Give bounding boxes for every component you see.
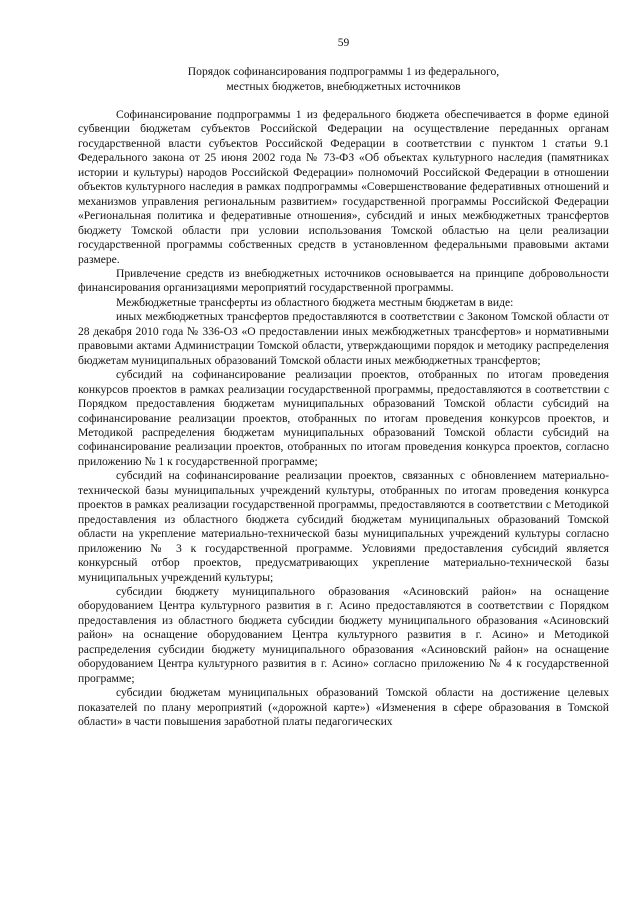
page-number: 59: [337, 37, 350, 49]
section-heading-line-2: местных бюджетов, внебюджетных источников: [226, 80, 461, 93]
paragraph-project-subsidies: субсидий на софинансирование реализации проектов, отобранных по итогам проведения конкурсов проектов в рамках реализации государственной программы, предоставляются в соответствии с Порядком предоставления бюджетам муниципальных образований Томской области субсидий на софинансирование реализации проектов, отобранных по итогам проведения конкурсов проектов, и Методикой распределения бюджетам муниципальных образований Томской области субсидий на софинансирование реализации проектов, отобранных по итогам проведения конкурса проектов, согласно приложению № 1 к государственной программе;: [78, 368, 609, 468]
paragraph-other-transfers: иных межбюджетных трансфертов предоставляются в соответствии с Законом Томской области от 28 декабря 2010 года № 336-ОЗ «О предоставлении иных межбюджетных трансфертов» и нормативными правовыми актами Администрации Томской области, утверждающими порядок и методику распределения бюджетам муниципальных образований Томской области иных межбюджетных трансфертов;: [78, 310, 609, 367]
section-heading: [78, 64, 609, 94]
document-page: [78, 36, 609, 896]
section-heading-line-1: Порядок софинансирования подпрограммы 1 из федерального,: [187, 65, 500, 78]
paragraph-material-base-subsidies: субсидий на софинансирование реализации проектов, связанных с обновлением материально-технической базы муниципальных учреждений культуры, отобранных по итогам проведения конкурса проектов в рамках реализации государственной программы, предоставляются в соответствии с Методикой предоставления из областного бюджета субсидий бюджетам муниципальных образований Томской области на укрепление материально-технической базы муниципальных учреждений культуры согласно приложению № 3 к государственной программе. Условиями предоставления субсидий является конкурсный отбор проектов, предусматривающих укрепление материально-технической базы муниципальных учреждений культуры;: [78, 469, 609, 584]
paragraph-roadmap-subsidies: субсидии бюджетам муниципальных образований Томской области на достижение целевых показателей по плану мероприятий («дорожной карте») «Изменения в сфере образования в Томской области» в части повышения заработной платы педагогических: [78, 686, 609, 729]
paragraph-extrabudgetary-sources: Привлечение средств из внебюджетных источников основывается на принципе добровольности финансирования организациями мероприятий государственной программы.: [78, 266, 609, 295]
paragraph-federal-cofinancing: Софинансирование подпрограммы 1 из федерального бюджета обеспечивается в форме единой субвенции бюджетам субъектов Российской Федерации на осуществление переданных органам государственной власти субъектов Российской Федерации в соответствии с пунктом 1 статьи 9.1 Федерального закона от 25 июня 2002 года № 73-ФЗ «Об объектах культурного наследия (памятниках истории и культуры) народов Российской Федерации» полномочий Российской Федерации в отношении объектов культурного наследия в рамках подпрограммы «Совершенствование федеративных отношений и механизмов управления региональным развитием» государственной программы Российской Федерации «Региональная политика и федеративные отношения», субсидий и иных межбюджетных трансфертов бюджету Томской области при условии использования Томской областью на цели реализации государственной программы собственных средств в установленном федеральными правовыми актами размере.: [78, 108, 609, 266]
paragraph-interbudget-transfers-intro: Межбюджетные трансферты из областного бюджета местным бюджетам в виде:: [116, 295, 514, 309]
document-body: [78, 108, 609, 729]
paragraph-asino-subsidy: субсидии бюджету муниципального образования «Асиновский район» на оснащение оборудованием Центра культурного развития в г. Асино предоставляются в соответствии с Порядком предоставления из областного бюджета субсидии бюджету муниципального образования «Асиновский район» на оснащение оборудованием Центра культурного развития в г. Асино» и Методикой распределения субсидии бюджету муниципального образования «Асиновский район» на оснащение оборудованием Центра культурного развития в г. Асино» согласно приложению № 4 к государственной программе;: [78, 584, 609, 685]
